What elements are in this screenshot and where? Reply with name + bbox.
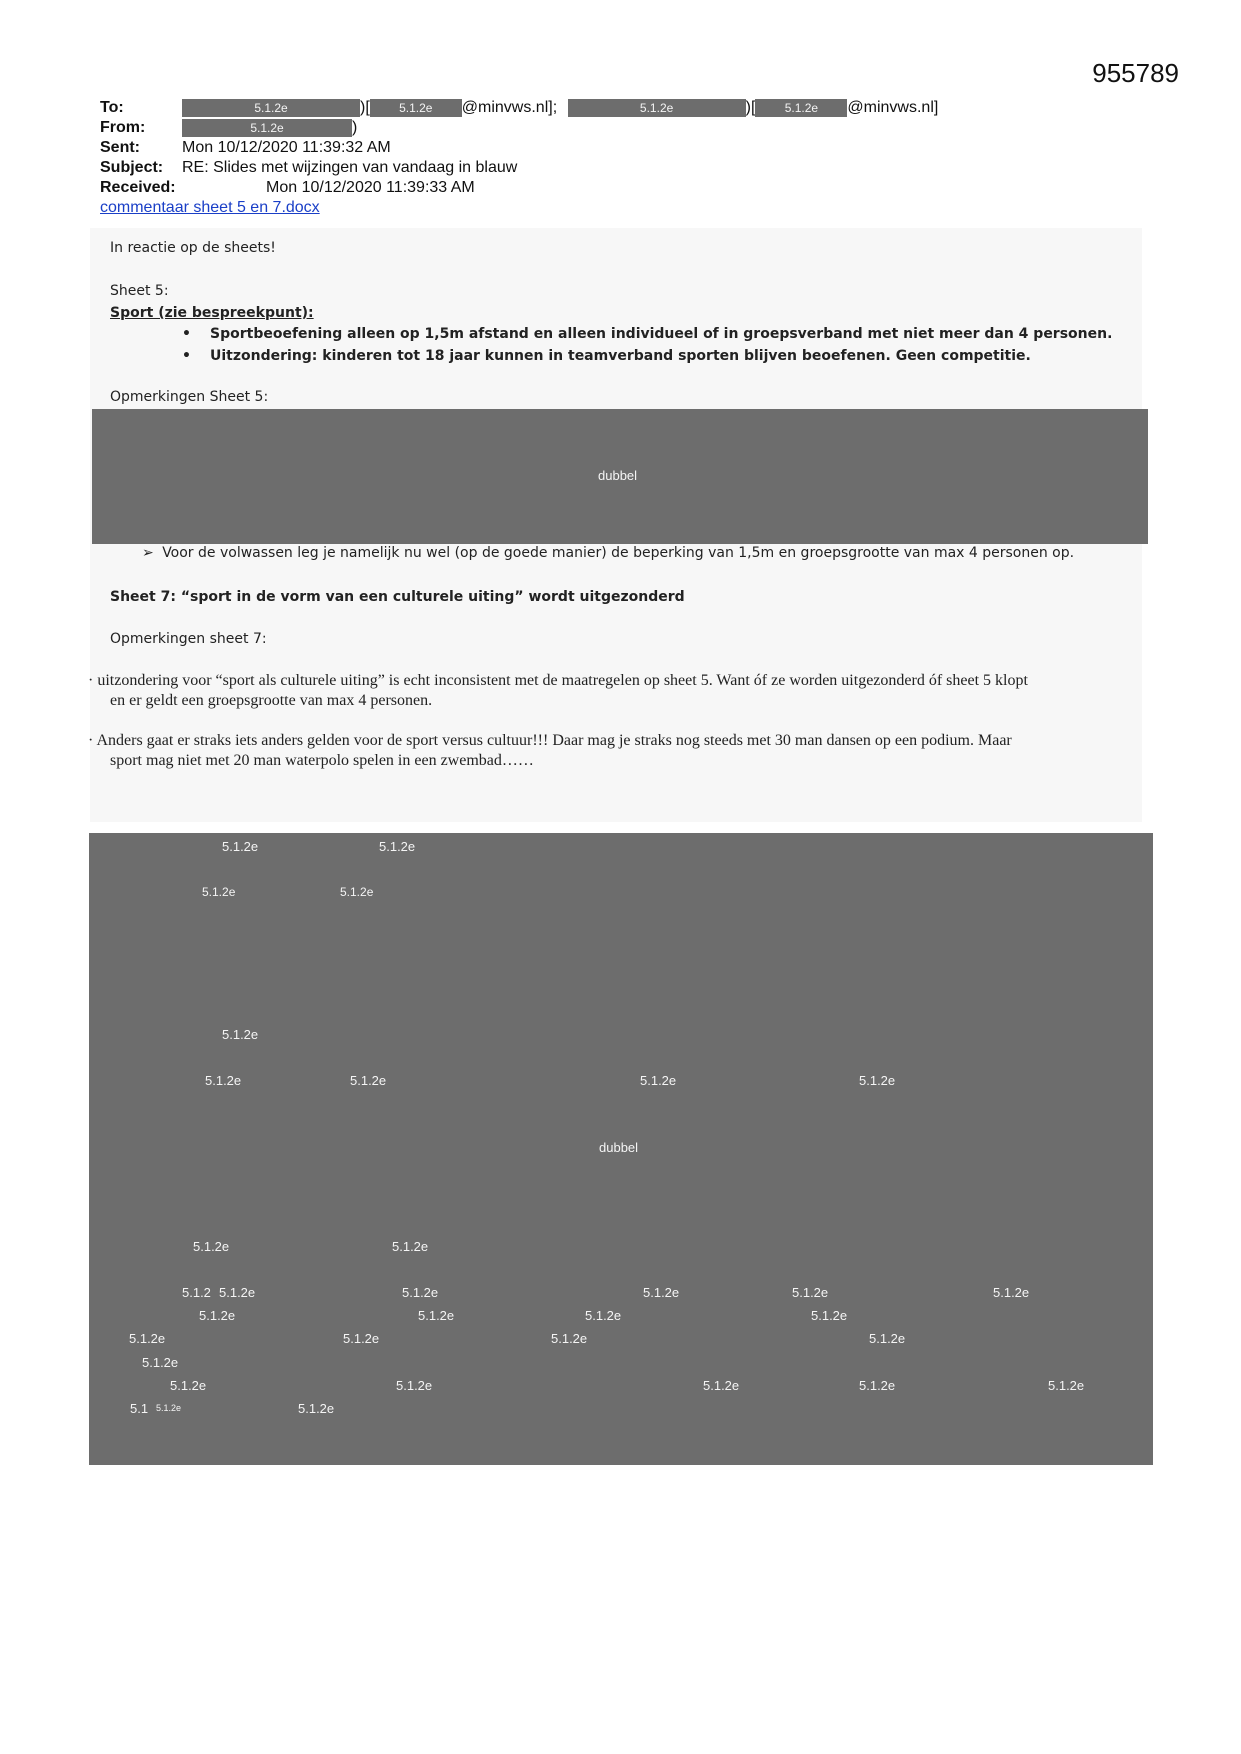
redaction-label: 5.1.2e: [222, 1027, 259, 1042]
redaction-block: 5.1.2e: [370, 99, 462, 117]
redaction-block: 5.1.2e: [755, 99, 847, 117]
sent-value: Mon 10/12/2020 11:39:32 AM: [182, 139, 391, 156]
redaction-label: 5.1.2e: [585, 1308, 622, 1323]
redaction-label: 5.1.2e: [640, 1073, 677, 1088]
redaction-label: 5.1: [130, 1401, 149, 1416]
bracket-text: )[: [745, 99, 756, 116]
received-value: Mon 10/12/2020 11:39:33 AM: [266, 179, 475, 196]
sport-bullet-list: [0, 326, 1241, 370]
to-label: To:: [100, 99, 124, 116]
remarks-sheet7: Opmerkingen sheet 7:: [110, 631, 267, 647]
redaction-label: dubbel: [598, 468, 638, 483]
redaction-label: 5.1.2e: [199, 1308, 236, 1323]
redaction-block: 5.1.2e: [568, 99, 746, 117]
redaction-label: 5.1.2e: [869, 1331, 906, 1346]
bracket-text: ): [352, 119, 358, 136]
to-value: [182, 98, 938, 118]
redaction-label: 5.1.2e: [350, 1073, 387, 1088]
paragraph-1-line-1: uitzondering voor “sport als culturele uiting” is echt inconsistent met de maatregelen op sheet 5. Want óf ze worden uitgezonderd óf sheet 5 klopt: [97, 672, 1028, 689]
bullet-item-1: Sportbeoefening alleen op 1,5m afstand en alleen individueel of in groepsverband met niet meer dan 4 personen.: [210, 326, 1113, 342]
redaction-label: dubbel: [599, 1140, 639, 1155]
redaction-block: 5.1.2e: [182, 99, 360, 117]
redaction-label: 5.1.2e: [202, 885, 236, 899]
paragraph-2-line-1: Anders gaat er straks iets anders gelden voor de sport versus cultuur!!! Daar mag je straks nog steeds met 30 man dansen op een podium. Maar: [96, 732, 1012, 749]
redaction-label: 5.1.2e: [205, 1073, 242, 1088]
sent-label: Sent:: [100, 139, 140, 156]
sport-heading: Sport (zie bespreekpunt):: [110, 305, 314, 321]
received-label: Received:: [100, 179, 176, 196]
from-value: [182, 118, 357, 138]
paragraph-2: [88, 731, 1012, 771]
paragraph-2-line-2: sport mag niet met 20 man waterpolo spelen in een zwembad……: [110, 752, 534, 769]
remarks-sheet5: Opmerkingen Sheet 5:: [110, 389, 269, 405]
large-redaction-area: [89, 833, 1153, 1465]
redaction-label: 5.1.2e: [129, 1331, 166, 1346]
redaction-label: 5.1.2e: [792, 1285, 829, 1300]
sheet7-heading: Sheet 7: “sport in de vorm van een culturele uiting” wordt uitgezonderd: [110, 589, 685, 605]
bullet-item-2: Uitzondering: kinderen tot 18 jaar kunnen in teamverband sporten blijven beoefenen. Geen competitie.: [210, 348, 1031, 364]
intro-text: In reactie op de sheets!: [110, 240, 276, 256]
redaction-label: 5.1.2e: [379, 839, 416, 854]
redaction-label: 5.1.2e: [219, 1285, 256, 1300]
arrow-point: [142, 545, 1074, 561]
redaction-label: 5.1.2e: [392, 1239, 429, 1254]
redaction-label: 5.1.2e: [396, 1378, 433, 1393]
redaction-label: 5.1.2e: [993, 1285, 1030, 1300]
sheet5-title: Sheet 5:: [110, 283, 169, 299]
bracket-text: )[: [360, 99, 370, 116]
arrow-point-text: Voor de volwassen leg je namelijk nu wel (op de goede manier) de beperking van 1,5m en groepsgrootte van max 4 personen op.: [162, 545, 1075, 561]
paragraph-1: [88, 671, 1028, 711]
dot-icon: ·: [88, 672, 94, 689]
redaction-label: 5.1.2e: [156, 1403, 182, 1413]
redaction-label: 5.1.2e: [142, 1355, 179, 1370]
redaction-label: 5.1.2e: [193, 1239, 230, 1254]
dot-icon: ·: [88, 732, 94, 749]
bullet-icon: •: [182, 348, 191, 364]
redaction-label: 5.1.2e: [170, 1378, 207, 1393]
redaction-label: 5.1.2e: [298, 1401, 335, 1416]
document-number: 955789: [1092, 58, 1179, 88]
email-domain-text: @minvws.nl]: [847, 99, 939, 116]
redaction-label: 5.1.2e: [418, 1308, 455, 1323]
subject-label: Subject:: [100, 159, 164, 176]
redaction-block: 5.1.2e: [182, 119, 352, 137]
subject-value: RE: Slides met wijzingen van vandaag in blauw: [182, 159, 518, 176]
paragraph-1-line-2: en er geldt een groepsgrootte van max 4 personen.: [110, 692, 433, 709]
redaction-label: 5.1.2e: [811, 1308, 848, 1323]
attachment-link[interactable]: commentaar sheet 5 en 7.docx: [100, 199, 320, 216]
redaction-label: 5.1.2e: [402, 1285, 439, 1300]
redaction-label: 5.1.2e: [859, 1073, 896, 1088]
redaction-label: 5.1.2e: [340, 885, 374, 899]
redaction-label: 5.1.2e: [343, 1331, 380, 1346]
redaction-label: 5.1.2e: [859, 1378, 896, 1393]
arrow-icon: ➢: [142, 545, 154, 561]
redaction-label: 5.1.2e: [643, 1285, 680, 1300]
redaction-label: 5.1.2e: [703, 1378, 740, 1393]
email-domain-text: @minvws.nl];: [461, 99, 558, 116]
redaction-block-dubbel: [92, 409, 1148, 544]
from-label: From:: [100, 119, 146, 136]
redaction-label: 5.1.2e: [222, 839, 259, 854]
redaction-label: 5.1.2e: [551, 1331, 588, 1346]
bullet-icon: •: [182, 326, 191, 342]
redaction-label: 5.1.2: [182, 1285, 211, 1300]
redaction-label: 5.1.2e: [1048, 1378, 1085, 1393]
